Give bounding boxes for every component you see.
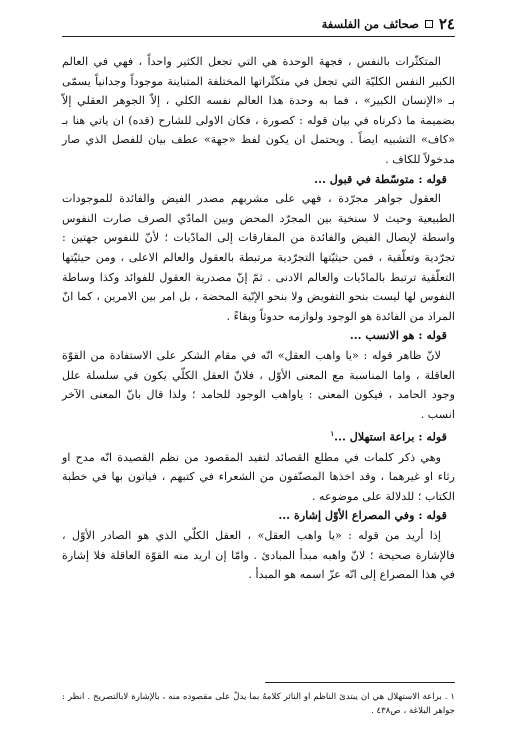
page-number: ٢٤ — [438, 15, 455, 33]
header-divider — [62, 36, 455, 37]
running-header — [62, 14, 455, 34]
paragraph: لانّ ظاهر قوله : «يا واهب العقل» انّه في مقام الشكر على الاستفادة من القوّة العاقلة ، واما المناسبة مع المعنى الأوّل ، فلانّ العقل الكلّي يكون في سلسلة علل وجود الحامد ، فيكون المعنى : ياواهب الوجود للحامد ؛ ولذا قال بانّ المعنى الآخر انسب . — [62, 348, 455, 421]
paragraph: إذا أريد من قوله : «يا واهب العقل» ، العقل الكلّي الذي هو الصادر الأوّل ، فالإشارة صحيحة ؛ لانّ واهبه مبدأ المبادئ . وامّا إن اريد منه القوّة العاقلة فلا إشارة في هذا المصراع إلى انّه عزّ اسمه هو المبدأ . — [62, 528, 455, 582]
quote-heading-text: قوله : براعة استهلال ... — [334, 430, 447, 445]
paragraph: العقول جواهر مجرّدة ، فهي على مشربهم مصدر الفيض والفائدة للموجودات الطبيعية وحيث لا سنخية بين المجرّد المحض وبين المادّي الصرف صارت النفوس واسطة لإيصال الفيض والفائدة من المفارقات إلى المادّيات ؛ لأنّ للنفوس جهتين : تجرّدية وتعلّقية ، فمن حيثيّتها التجرّدية مرتبطة بالعقول والعالم الاعلى ، ومن حيثيّتها التعلّقية ترتبط بالمادّيات والعالم الادنى . ثمّ إنّ مصدرية العقول للفوائد وكذا وساطة النفوس لها ليست بنحو التفويض ولا بنحو الإنّية المحضة ، بل امر بين الامرين ، كما انّ المراد من الفائدة هو الوجود ولوازمه حدوثاً وبقاءً . — [62, 192, 455, 323]
quote-heading: قوله : متوسّطة في قبول ... — [314, 171, 447, 186]
footnote-divider — [265, 682, 455, 683]
book-title: صحائف من الفلسفة — [321, 17, 419, 31]
paragraph: المتكثّرات بالنفس ، فجهة الوحدة هي التي تجعل الكثير واحداً ، فهي في العالم الكبير النفس الكليّة التي تجعل في متكثّراتها المختلفة المتباينة موجوداً وجدانياً يسمّى بـ «الإنسان الكبير» ، فما به وحدة هذا العالم نفسه الكلي ، إلاّ الجوهر العقلي إلاّ بضميمة ما ذكرناه في بيان قوله : كصورة ، فكان الاولى للشارح (قده) ان ياتي هنا بـ «كاف» التشبيه ايضاً . ويحتمل ان يكون لفظ «جهة» عطف بيان للفصل الذي صار مدخولاً للكاف . — [62, 55, 455, 166]
footnote-marker: ١ — [330, 429, 335, 439]
quote-heading: قوله : وفي المصراع الأوّل إشارة ... — [278, 508, 447, 523]
main-text — [62, 52, 455, 585]
square-bullet-icon — [425, 20, 433, 28]
quote-heading: قوله : هو الانسب ... — [349, 328, 447, 343]
quote-heading — [62, 424, 447, 447]
paragraph: وهي ذكر كلمات في مطلع القصائد لتفيد المقصود من نظم القصيدة انّه مدح او رثاء او غيرهما ، وقد اخذها المصنّفون من الشعراء في كتبهم ، فياتون بها في خطبة الكتاب ؛ للدلالة على موضوعه . — [62, 450, 455, 503]
footnote: ١ . براعة الاستهلال هي ان يبتدئ الناظم او الناثر كلامهُ بما يدلّ على مقصوده منه ، بالإشارة لابالتصريح . انظر : جواهر البلاغة ، ص٤٣٨ . — [62, 692, 455, 716]
